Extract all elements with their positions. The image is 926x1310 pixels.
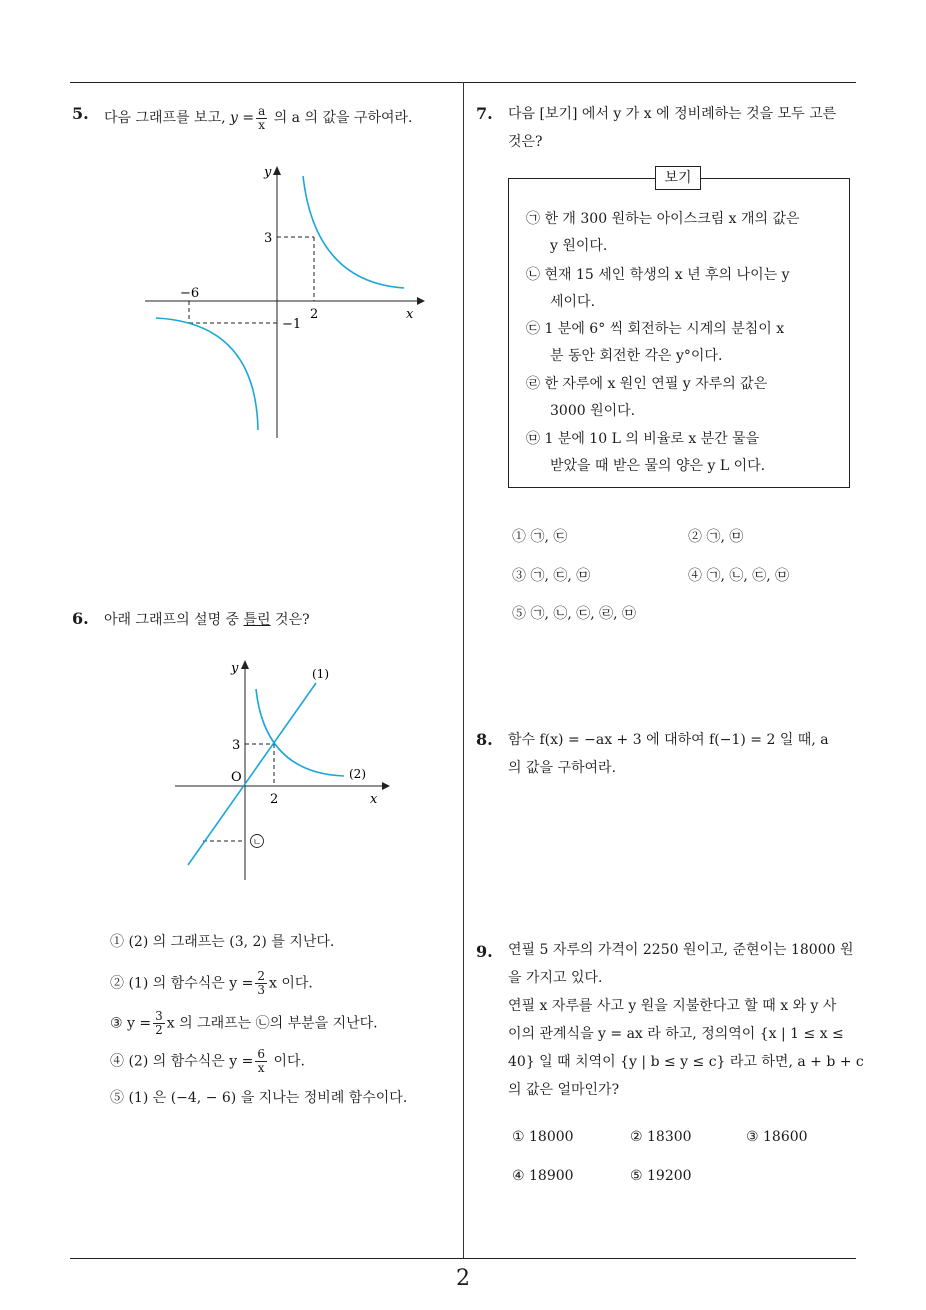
- q7-choice-1-text: ㉠, ㉢: [530, 529, 568, 545]
- q9-choice-1[interactable]: [512, 1127, 574, 1147]
- q7-line-1: 다음 [보기] 에서 y 가 x 에 정비례하는 것을 모두 고른: [508, 106, 837, 122]
- q9-text: [508, 936, 864, 1104]
- q8-line-1: 함수 f(x) = −ax + 3 에 대하여 f(−1) = 2 일 때, a: [508, 732, 829, 748]
- q7-text: [508, 100, 858, 156]
- bogi-item-1-mark: ㉠: [526, 211, 540, 227]
- q7-line-2: 것은?: [508, 134, 543, 150]
- q9-line-3: 연필 x 자루를 사고 y 원을 지불한다고 할 때 x 와 y 사: [508, 998, 837, 1014]
- q9-choice-2[interactable]: [630, 1127, 692, 1147]
- q9-line-6: 의 값은 얼마인가?: [508, 1082, 620, 1098]
- q7-choice-4-text: ㉠, ㉡, ㉢, ㉤: [706, 568, 790, 584]
- q5-eq-y: y =: [230, 110, 255, 126]
- q6-choice-3-frac: [153, 1010, 165, 1037]
- q6-choice-4-frac: [255, 1048, 267, 1075]
- q6-choice-4-frac-den: x: [257, 1061, 265, 1075]
- q9-line-4: 이의 관계식을 y = ax 라 하고, 정의역이 {x | 1 ≤ x ≤: [508, 1026, 844, 1042]
- bogi-item-3: [526, 316, 826, 370]
- q6-line-label: (1): [312, 667, 329, 681]
- q9-choice-5-text: 19200: [647, 1168, 692, 1184]
- q6-tick-3: 3: [232, 738, 241, 753]
- bogi-item-1-line-1: 한 개 300 원하는 아이스크림 x 개의 값은: [544, 211, 800, 227]
- q6-origin: O: [231, 770, 242, 785]
- q6-choice-5-text: (1) 은 (−4, − 6) 을 지나는 정비례 함수이다.: [128, 1090, 408, 1106]
- q6-choice-3[interactable]: [110, 1010, 378, 1037]
- q5-frac-den: x: [258, 117, 266, 132]
- q6-choice-2-frac: [255, 970, 267, 997]
- q6-choice-1[interactable]: [110, 932, 334, 952]
- q6-text-pre: 아래 그래프의 설명 중: [104, 612, 244, 628]
- q7-choice-5-num: ⑤: [512, 606, 526, 622]
- bogi-item-1-line-2: y 원이다.: [550, 238, 608, 254]
- q9-choice-2-num: ②: [630, 1129, 643, 1145]
- q5-tick-3: 3: [264, 231, 273, 246]
- bogi-title: 보기: [655, 166, 701, 190]
- q5-text-post: 의 a 의 값을 구하여라.: [269, 110, 413, 126]
- bogi-item-4-mark: ㉣: [526, 376, 540, 392]
- bogi-item-4: [526, 371, 826, 425]
- q6-choice-3-frac-den: 2: [155, 1023, 163, 1037]
- q9-choice-4-text: 18900: [529, 1168, 574, 1184]
- bogi-item-1: [526, 206, 826, 260]
- q9-choice-1-text: 18000: [529, 1129, 574, 1145]
- q7-choice-5[interactable]: [512, 604, 636, 624]
- q6-x-label: x: [370, 792, 378, 807]
- q5-x-label: x: [406, 307, 414, 322]
- column-divider: [463, 82, 464, 1258]
- q9-choice-4-num: ④: [512, 1168, 525, 1184]
- q9-choice-3-text: 18600: [763, 1129, 808, 1145]
- q6-choice-1-num: ①: [110, 934, 124, 950]
- q6-number: 6.: [72, 609, 89, 628]
- bogi-item-2-line-2: 세이다.: [550, 294, 596, 310]
- q6-choice-3-pre: y =: [127, 1015, 152, 1032]
- q9-choice-5-num: ⑤: [630, 1168, 643, 1184]
- q6-choice-4-frac-num: 6: [257, 1047, 265, 1061]
- q6-text-post: 것은?: [270, 612, 310, 628]
- q9-number: 9.: [476, 942, 493, 961]
- page-number: 2: [456, 1266, 470, 1291]
- q6-choice-2-pre: (1) 의 함수식은 y =: [128, 975, 254, 992]
- q7-choice-2-text: ㉠, ㉤: [706, 529, 744, 545]
- q7-choice-3-num: ③: [512, 568, 526, 584]
- bogi-item-4-line-2: 3000 원이다.: [550, 403, 636, 419]
- q6-choice-2-frac-den: 3: [257, 983, 265, 997]
- q6-choice-5-num: ⑤: [110, 1090, 124, 1106]
- q9-choice-3-num: ③: [746, 1129, 759, 1145]
- q5-text: [104, 104, 413, 132]
- q6-choice-2-frac-num: 2: [257, 969, 265, 983]
- q6-x-arrow: [382, 782, 390, 790]
- q6-choice-1-text: (2) 의 그래프는 (3, 2) 를 지난다.: [128, 934, 335, 950]
- q5-y-label: y: [264, 165, 272, 180]
- q5-curve-3: [156, 318, 258, 430]
- q8-number: 8.: [476, 730, 493, 749]
- q9-line-2: 을 가지고 있다.: [508, 970, 603, 986]
- q9-choice-4[interactable]: [512, 1166, 574, 1186]
- q6-text: [104, 606, 310, 634]
- q9-line-5: 40} 일 때 치역이 {y | b ≤ y ≤ c} 라고 하면, a + b + c: [508, 1054, 864, 1070]
- q5-text-pre: 다음 그래프를 보고,: [104, 110, 230, 126]
- bogi-item-2-line-1: 현재 15 세인 학생의 x 년 후의 나이는 y: [544, 267, 790, 283]
- q7-number: 7.: [476, 104, 493, 123]
- q6-choice-4[interactable]: [110, 1048, 305, 1075]
- bogi-item-5-line-1: 1 분에 10 L 의 비율로 x 분간 물을: [544, 431, 760, 447]
- q5-y-arrow: [273, 166, 281, 175]
- q6-marker: ㄴ: [252, 838, 262, 848]
- q6-choice-3-num: ③: [110, 1015, 123, 1032]
- q7-choice-5-text: ㉠, ㉡, ㉢, ㉣, ㉤: [530, 606, 637, 622]
- q7-choice-3-text: ㉠, ㉢, ㉤: [530, 568, 591, 584]
- q6-choice-3-post: x 의 그래프는 ㉡의 부분을 지난다.: [166, 1015, 378, 1032]
- q5-tick-2: 2: [310, 307, 319, 322]
- q9-choice-3[interactable]: [746, 1127, 808, 1147]
- q9-choice-5[interactable]: [630, 1166, 692, 1186]
- q5-graph: [140, 160, 430, 445]
- q6-choice-4-pre: (2) 의 함수식은 y =: [128, 1053, 254, 1070]
- q6-choice-5[interactable]: [110, 1088, 407, 1108]
- q6-curve-label: (2): [349, 767, 366, 781]
- q6-text-underlined: 틀린: [243, 612, 271, 628]
- q6-tick-2: 2: [270, 792, 279, 807]
- q5-frac-num: a: [258, 103, 266, 118]
- q5-x-arrow: [417, 297, 425, 305]
- q5-tick-neg6: −6: [180, 286, 200, 301]
- q6-choice-2-num: ②: [110, 975, 124, 992]
- q6-choice-3-frac-num: 3: [155, 1009, 163, 1023]
- q6-choice-2-post: x 이다.: [269, 975, 313, 992]
- bogi-item-4-line-1: 한 자루에 x 원인 연필 y 자루의 값은: [544, 376, 768, 392]
- q6-choice-2[interactable]: [110, 970, 313, 997]
- q8-line-2: 의 값을 구하여라.: [508, 760, 617, 776]
- bogi-item-3-mark: ㉢: [526, 321, 540, 337]
- q7-choice-3[interactable]: [512, 566, 590, 586]
- bogi-item-3-line-1: 1 분에 6° 씩 회전하는 시계의 분침이 x: [544, 321, 785, 337]
- q5-number: 5.: [72, 104, 89, 123]
- bogi-item-2-mark: ㉡: [526, 267, 540, 283]
- q7-choice-2[interactable]: [688, 527, 743, 547]
- q9-line-1: 연필 5 자루의 가격이 2250 원이고, 준현이는 18000 원: [508, 942, 854, 958]
- q5-fraction: [256, 105, 267, 132]
- q6-y-arrow: [241, 660, 249, 669]
- bogi-item-5-line-2: 받았을 때 받은 물의 양은 y L 이다.: [550, 458, 766, 474]
- q7-choice-4-num: ④: [688, 568, 702, 584]
- q5-curve-1: [303, 176, 404, 288]
- q7-choice-2-num: ②: [688, 529, 702, 545]
- q6-curve-2: [256, 689, 344, 776]
- bogi-item-5: [526, 426, 826, 480]
- q5-tick-neg1: −1: [282, 317, 302, 332]
- q7-choice-1-num: ①: [512, 529, 526, 545]
- q7-choice-1[interactable]: [512, 527, 567, 547]
- q6-choice-4-num: ④: [110, 1053, 124, 1070]
- q8-text: [508, 726, 858, 782]
- q6-graph: [170, 655, 400, 885]
- q9-choice-2-text: 18300: [647, 1129, 692, 1145]
- q9-choice-1-num: ①: [512, 1129, 525, 1145]
- bogi-item-3-line-2: 분 동안 회전한 각은 y°이다.: [550, 348, 723, 364]
- q7-choice-4[interactable]: [688, 566, 789, 586]
- bogi-item-5-mark: ㉤: [526, 431, 540, 447]
- bottom-rule: [70, 1258, 856, 1259]
- q6-choice-4-post: 이다.: [269, 1053, 305, 1070]
- bogi-item-2: [526, 262, 826, 316]
- q6-y-label: y: [231, 661, 239, 676]
